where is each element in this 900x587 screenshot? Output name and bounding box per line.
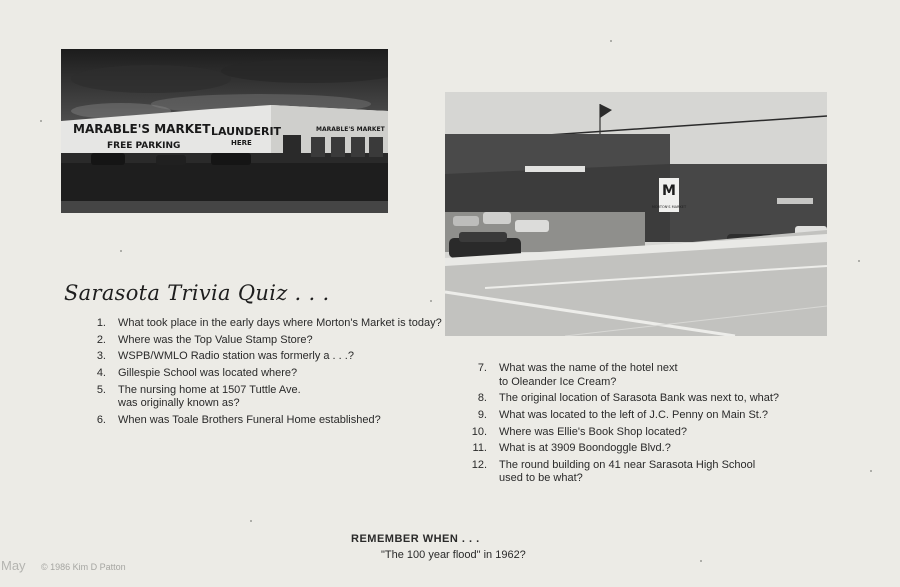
sign-laundry: LAUNDERIT <box>211 125 282 138</box>
question-text: What is at 3909 Boondoggle Blvd.? <box>499 442 671 455</box>
quiz-title: Sarasota Trivia Quiz . . . <box>64 281 330 305</box>
quiz-question <box>459 362 839 389</box>
question-number: 5. <box>96 383 106 396</box>
question-text: The round building on 41 near Sarasota High School used to be what? <box>499 458 756 485</box>
quiz-question <box>459 442 839 456</box>
question-number: 2. <box>96 333 106 346</box>
sign-parking: FREE PARKING <box>107 141 181 151</box>
paper-speck <box>858 260 860 262</box>
quiz-question <box>459 459 839 486</box>
quiz-question <box>459 392 839 406</box>
question-number: 7. <box>477 362 487 374</box>
remember-when-text: "The 100 year flood" in 1962? <box>381 549 526 561</box>
question-number: 6. <box>96 413 106 426</box>
quiz-question <box>78 317 448 331</box>
question-number: 1. <box>96 317 106 329</box>
copyright-notice: © 1986 Kim D Patton <box>41 562 126 572</box>
quiz-question <box>78 384 448 411</box>
question-text: When was Toale Brothers Funeral Home established? <box>118 413 381 426</box>
paper-speck <box>430 300 432 302</box>
month-label: May <box>1 558 26 573</box>
question-text: The nursing home at 1507 Tuttle Ave. was originally known as? <box>118 383 301 410</box>
paper-speck <box>40 120 42 122</box>
mortons-market-photo <box>445 92 827 336</box>
marables-market-photo <box>61 49 388 213</box>
paper-speck <box>870 470 872 472</box>
store-logo: M <box>662 183 676 199</box>
quiz-question <box>459 426 839 440</box>
quiz-question <box>78 414 448 428</box>
sign-market: MARABLE'S MARKET <box>73 122 211 136</box>
sign-here: HERE <box>231 139 252 147</box>
question-number: 11. <box>472 442 487 455</box>
paper-speck <box>610 40 612 42</box>
question-number: 10. <box>471 425 487 438</box>
question-text: Where was the Top Value Stamp Store? <box>118 333 313 346</box>
question-number: 9. <box>477 408 487 421</box>
quiz-question <box>78 367 448 381</box>
question-text: What was the name of the hotel next to Oleander Ice Cream? <box>499 362 678 388</box>
quiz-questions-left <box>78 317 448 431</box>
question-text: The original location of Sarasota Bank was next to, what? <box>499 392 780 405</box>
question-number: 8. <box>477 392 487 405</box>
paper-speck <box>700 560 702 562</box>
question-number: 4. <box>96 367 106 380</box>
store-sign: MORTON'S MARKET <box>651 205 687 209</box>
paper-speck <box>250 520 252 522</box>
quiz-question <box>459 409 839 423</box>
quiz-questions-right <box>459 362 839 489</box>
sign-side: MARABLE'S MARKET <box>316 126 385 133</box>
question-text: WSPB/WMLO Radio station was formerly a . . .? <box>118 350 354 363</box>
question-text: What took place in the early days where Morton's Market is today? <box>118 317 442 329</box>
question-text: Where was Ellie's Book Shop located? <box>499 425 687 438</box>
quiz-question <box>78 350 448 364</box>
question-text: Gillespie School was located where? <box>118 367 298 380</box>
remember-when-heading: REMEMBER WHEN . . . <box>351 533 480 545</box>
paper-speck <box>120 250 122 252</box>
question-number: 12. <box>471 458 487 471</box>
quiz-question <box>78 334 448 348</box>
question-number: 3. <box>96 350 106 363</box>
question-text: What was located to the left of J.C. Penny on Main St.? <box>499 408 769 421</box>
